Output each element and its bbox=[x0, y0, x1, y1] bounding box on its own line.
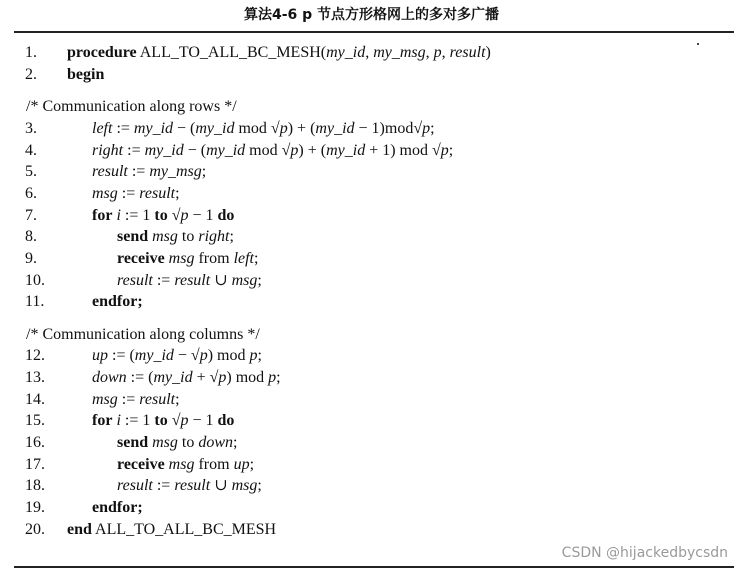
keyword: to bbox=[154, 206, 168, 224]
keyword: send bbox=[117, 228, 149, 246]
code-fragment: ALL_TO_ALL_BC_MESH bbox=[91, 520, 277, 538]
code-fragment: − 1 bbox=[188, 206, 218, 224]
code-fragment: ∪ bbox=[210, 477, 232, 495]
line-number: 16. bbox=[25, 434, 45, 451]
code-text bbox=[92, 411, 234, 431]
variable: my_id bbox=[326, 141, 366, 159]
line-number: 8. bbox=[25, 228, 37, 246]
code-fragment: ) mod bbox=[207, 347, 250, 365]
variable: my_id bbox=[326, 44, 366, 61]
code-fragment: , bbox=[441, 44, 450, 61]
variable: right bbox=[198, 228, 230, 246]
variable: msg bbox=[231, 271, 258, 289]
code-fragment: := 1 bbox=[120, 412, 155, 430]
variable: my_msg bbox=[149, 163, 202, 181]
variable: p bbox=[180, 206, 189, 224]
code-fragment: √ bbox=[167, 412, 181, 430]
line-number: 1. bbox=[25, 44, 37, 61]
variable: i bbox=[116, 412, 121, 430]
comment-text: /* Communication along columns */ bbox=[26, 325, 260, 343]
code-fragment: := bbox=[117, 390, 140, 408]
keyword: for bbox=[92, 206, 113, 224]
line-number: 7. bbox=[25, 206, 37, 224]
code-fragment: to bbox=[177, 228, 199, 246]
variable: up bbox=[233, 455, 250, 473]
variable: p bbox=[268, 369, 277, 387]
keyword: do bbox=[217, 206, 235, 224]
keyword: for bbox=[92, 412, 113, 430]
variable: msg bbox=[231, 477, 258, 495]
code-text bbox=[117, 249, 258, 269]
code-text bbox=[92, 141, 453, 161]
variable: msg bbox=[168, 249, 195, 267]
code-fragment: + 1) mod √ bbox=[365, 141, 441, 159]
line-number: 17. bbox=[25, 455, 45, 473]
code-fragment: , bbox=[425, 44, 434, 61]
variable: up bbox=[92, 347, 108, 365]
code-fragment: ) + ( bbox=[298, 141, 327, 159]
code-fragment: ; bbox=[448, 141, 454, 159]
keyword: receive bbox=[117, 455, 165, 473]
keyword: endfor; bbox=[92, 293, 143, 311]
variable: p bbox=[180, 412, 189, 430]
variable: msg bbox=[168, 455, 195, 473]
keyword: send bbox=[117, 434, 149, 451]
code-text bbox=[117, 455, 254, 475]
top-rule bbox=[14, 31, 734, 33]
variable: result bbox=[139, 390, 176, 408]
code-fragment: := bbox=[123, 141, 145, 159]
code-text bbox=[67, 520, 276, 540]
variable: left bbox=[92, 119, 113, 137]
code-fragment: mod √ bbox=[245, 141, 291, 159]
keyword: do bbox=[217, 412, 235, 430]
line-number: 9. bbox=[25, 249, 37, 267]
line-number: 3. bbox=[25, 119, 37, 137]
code-fragment: ∪ bbox=[210, 271, 232, 289]
line-number: 4. bbox=[25, 141, 37, 159]
code-fragment: := ( bbox=[108, 347, 135, 365]
code-fragment: := bbox=[117, 184, 140, 202]
code-fragment: √ bbox=[167, 206, 181, 224]
code-fragment: ; bbox=[175, 184, 180, 202]
line-number: 13. bbox=[25, 369, 45, 387]
variable: result bbox=[117, 271, 153, 289]
code-text bbox=[92, 368, 281, 388]
keyword: receive bbox=[117, 249, 165, 267]
variable: p bbox=[218, 369, 227, 387]
code-fragment: := bbox=[152, 477, 175, 495]
code-text bbox=[117, 476, 262, 496]
variable: i bbox=[116, 206, 121, 224]
variable: msg bbox=[92, 390, 118, 408]
variable: result bbox=[139, 184, 176, 202]
code-fragment: ; bbox=[430, 119, 435, 137]
variable: p bbox=[290, 141, 299, 159]
variable: msg bbox=[92, 184, 118, 202]
code-fragment: mod √ bbox=[234, 119, 280, 137]
code-fragment: ) + ( bbox=[287, 119, 316, 137]
code-fragment: ; bbox=[229, 228, 234, 246]
code-fragment: := ( bbox=[126, 369, 154, 387]
code-fragment: ; bbox=[201, 163, 207, 181]
algorithm-title: 算法4-6 p 节点方形格网上的多对多广播 bbox=[243, 7, 500, 23]
variable: my_id bbox=[133, 119, 174, 137]
line-number: 11. bbox=[25, 293, 45, 311]
code-text bbox=[92, 119, 435, 139]
code-fragment: ; bbox=[249, 455, 255, 473]
code-text bbox=[67, 65, 104, 85]
line-number: 5. bbox=[25, 163, 37, 181]
variable: my_id bbox=[153, 369, 193, 387]
code-fragment: − √ bbox=[173, 347, 200, 365]
code-fragment: := 1 bbox=[120, 206, 155, 224]
code-text bbox=[92, 206, 234, 226]
keyword: begin bbox=[67, 65, 105, 83]
line-number: 15. bbox=[25, 412, 45, 430]
code-fragment: + √ bbox=[192, 369, 219, 387]
line-number: 18. bbox=[25, 477, 45, 495]
code-fragment: − 1 bbox=[188, 412, 218, 430]
code-fragment: , bbox=[365, 44, 374, 61]
code-fragment: := bbox=[152, 271, 175, 289]
code-fragment: ; bbox=[175, 390, 180, 408]
variable: down bbox=[92, 369, 127, 387]
code-fragment: from bbox=[194, 249, 234, 267]
line-number: 6. bbox=[25, 184, 37, 202]
variable: result bbox=[92, 163, 128, 181]
variable: my_id bbox=[134, 347, 174, 365]
code-fragment: ) mod bbox=[226, 369, 269, 387]
variable: msg bbox=[152, 434, 178, 451]
variable: msg bbox=[152, 228, 178, 246]
variable: left bbox=[233, 249, 254, 267]
keyword: endfor; bbox=[92, 499, 143, 516]
variable: my_id bbox=[144, 141, 184, 159]
code-fragment: − 1)mod√ bbox=[354, 119, 423, 137]
code-text bbox=[92, 390, 180, 410]
line-number: 12. bbox=[25, 347, 45, 365]
code-fragment: ; bbox=[276, 369, 281, 387]
variable: p bbox=[440, 141, 449, 159]
line-number: 10. bbox=[25, 271, 45, 289]
code-fragment: ) bbox=[485, 44, 491, 61]
keyword: to bbox=[154, 412, 168, 430]
code-fragment: ; bbox=[254, 249, 259, 267]
code-text bbox=[117, 271, 262, 291]
code-fragment: ; bbox=[257, 347, 262, 365]
code-text bbox=[92, 184, 180, 204]
line-number: 19. bbox=[25, 499, 45, 516]
line-number: 14. bbox=[25, 390, 45, 408]
code-fragment: − ( bbox=[173, 119, 196, 137]
variable: my_id bbox=[315, 119, 355, 137]
code-text bbox=[117, 433, 237, 453]
code-fragment: ; bbox=[257, 271, 262, 289]
variable: my_msg bbox=[373, 44, 426, 61]
variable: result bbox=[174, 477, 211, 495]
code-fragment: := bbox=[127, 163, 150, 181]
code-fragment: ALL_TO_ALL_BC_MESH( bbox=[136, 44, 327, 61]
variable: p bbox=[199, 347, 208, 365]
code-fragment: ; bbox=[233, 434, 238, 451]
code-text bbox=[92, 162, 206, 182]
code-fragment: from bbox=[194, 455, 234, 473]
code-fragment: := bbox=[112, 119, 134, 137]
code-text bbox=[92, 292, 143, 312]
variable: p bbox=[422, 119, 431, 137]
code-fragment: − ( bbox=[183, 141, 207, 159]
code-fragment: ; bbox=[257, 477, 262, 495]
keyword: procedure bbox=[67, 44, 137, 61]
variable: right bbox=[92, 141, 124, 159]
variable: down bbox=[198, 434, 234, 451]
speck-mark bbox=[697, 43, 699, 45]
keyword: end bbox=[67, 520, 92, 538]
code-text bbox=[92, 498, 143, 518]
line-number: 20. bbox=[25, 520, 45, 538]
variable: my_id bbox=[195, 119, 235, 137]
code-text bbox=[92, 346, 262, 366]
code-fragment: to bbox=[177, 434, 199, 451]
variable: p bbox=[279, 119, 288, 137]
code-text bbox=[117, 227, 234, 247]
line-number: 2. bbox=[25, 65, 37, 83]
comment-text: /* Communication along rows */ bbox=[26, 98, 237, 116]
bottom-rule bbox=[14, 566, 734, 568]
variable: result bbox=[449, 44, 486, 61]
variable: p bbox=[433, 44, 442, 61]
variable: p bbox=[249, 347, 258, 365]
watermark: CSDN @hijackedbycsdn bbox=[561, 545, 728, 561]
variable: result bbox=[117, 477, 153, 495]
variable: result bbox=[174, 271, 211, 289]
code-text bbox=[67, 43, 491, 63]
variable: my_id bbox=[206, 141, 246, 159]
